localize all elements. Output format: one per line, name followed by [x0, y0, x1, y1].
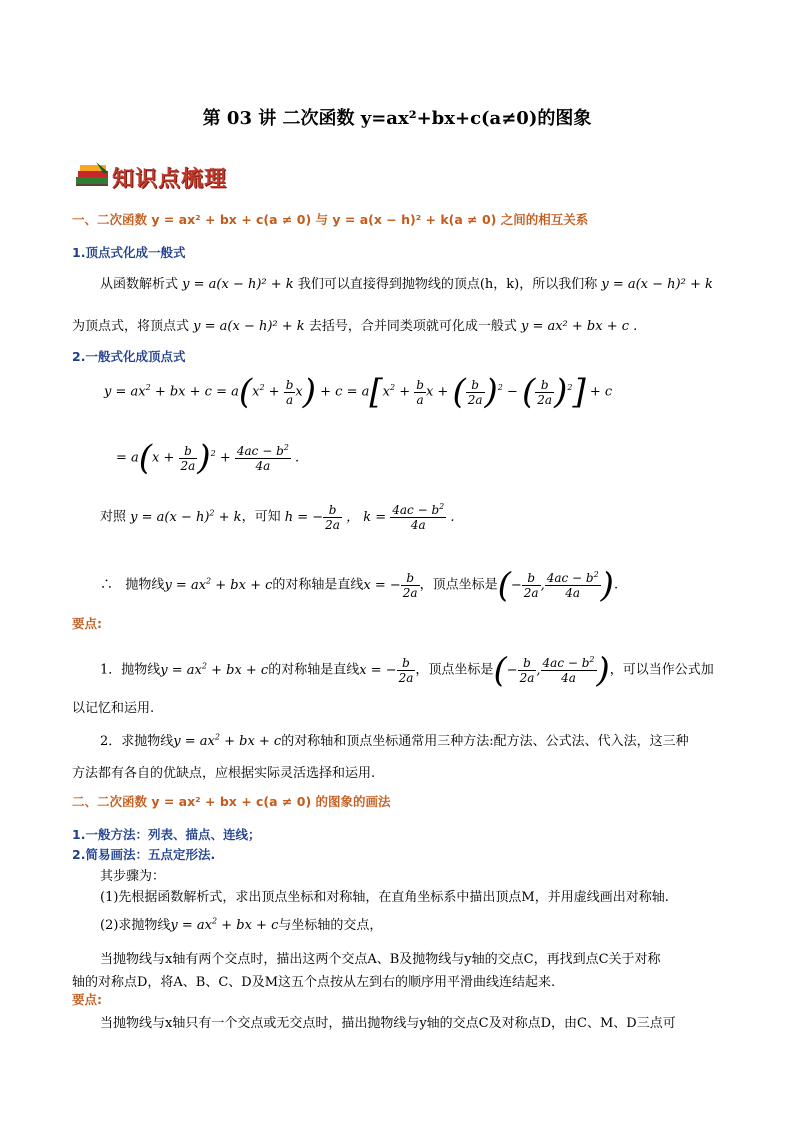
- keypoint-2-cont: 方法都有各自的优缺点，应根据实际灵活选择和运用.: [72, 766, 376, 781]
- paragraph-two-intersections-cont: 轴的对称点D，将A、B、C、D及M这五个点按从左到右的顺序用平滑曲线连结起来.: [72, 975, 556, 990]
- steps-intro: 其步骤为：: [100, 869, 166, 884]
- paragraph-one-or-none: 当抛物线与x轴只有一个交点或无交点时，描出抛物线与y轴的交点C及对称点D，由C、M、D三点可: [100, 1016, 676, 1031]
- keypoints-label-2: 要点:: [72, 992, 102, 1007]
- step-2: (2)求抛物线$y = ax^2$ + bx + c与坐标轴的交点，: [100, 916, 383, 933]
- formula-vertex-result: = a(x + $\frac{b}{2a}$ )$^2$ + $\frac{4ac - b^2}{4a}$ .: [116, 438, 300, 478]
- subsection-2-1-heading: 1.一般方法：列表、描点、连线；: [72, 827, 261, 842]
- keypoint-1: 1．抛物线$y = ax^2$ + bx + c的对称轴是直线x = − $\frac{b}{2a}$ ，顶点坐标是(− $\frac{b}{2a}$ , $\frac{4ac - b^2}{4a}$ )，可以当作公式加: [100, 650, 714, 690]
- books-icon: [74, 160, 112, 192]
- section-banner-label: 知识点梳理: [112, 167, 228, 192]
- section-2-heading: 二、二次函数 y = ax² + bx + c(a ≠ 0) 的图象的画法: [72, 794, 391, 809]
- keypoint-1-cont: 以记忆和运用.: [72, 701, 155, 716]
- keypoints-label-1: 要点:: [72, 616, 102, 631]
- step-1: (1)先根据函数解析式，求出顶点坐标和对称轴，在直角坐标系中描出顶点M，并用虚线画出对称轴.: [100, 890, 669, 905]
- paragraph-vertex-form: 从函数解析式 y = a(x − h)² + k 我们可以直接得到抛物线的顶点(h，k)，所以我们称 y = a(x − h)² + k: [100, 277, 713, 292]
- subsection-1-1-heading: 1.顶点式化成一般式: [72, 245, 186, 260]
- paragraph-therefore: ∴ 抛物线$y = ax^2$ + bx + c的对称轴是直线x = − $\frac{b}{2a}$ ，顶点坐标是(− $\frac{b}{2a}$ , $\frac{4ac - b^2}{4a}$ ).: [100, 565, 619, 605]
- keypoint-2: 2．求抛物线$y = ax^2$ + bx + c的对称轴和顶点坐标通常用三种方法:配方法、公式法、代入法，这三种: [100, 732, 689, 749]
- paragraph-compare: 对照 $y = a(x - h)^2 + k$，可知 h = − $\frac{b}{2a}$ ， k = $\frac{4ac - b^2}{4a}$ .: [100, 502, 455, 532]
- paragraph-expand: 为顶点式，将顶点式 y = a(x − h)² + k 去括号，合并同类项就可化成一般式 y = ax² + bx + c .: [72, 319, 638, 334]
- section-1-heading: 一、二次函数 y = ax² + bx + c(a ≠ 0) 与 y = a(x − h)² + k(a ≠ 0) 之间的相互关系: [72, 212, 589, 227]
- formula-complete-square: $y = ax^2$ + bx + $c = a(x^2$ + $\frac{b}{a}$ $x) + c = a[x^2$ + $\frac{b}{a}$ x + ( $\frac{b}{2a}$ )$^2$ − ( $\frac{b}{2a}$ )$^2$] + c: [104, 372, 613, 412]
- paragraph-two-intersections: 当抛物线与x轴有两个交点时，描出这两个交点A、B及抛物线与y轴的交点C，再找到点C关于对称: [100, 952, 661, 967]
- subsection-2-2-heading: 2.简易画法：五点定形法.: [72, 847, 216, 862]
- page-title: 第 03 讲 二次函数 y=ax²+bx+c(a≠0)的图象: [202, 108, 592, 129]
- subsection-1-2-heading: 2.一般式化成顶点式: [72, 349, 186, 364]
